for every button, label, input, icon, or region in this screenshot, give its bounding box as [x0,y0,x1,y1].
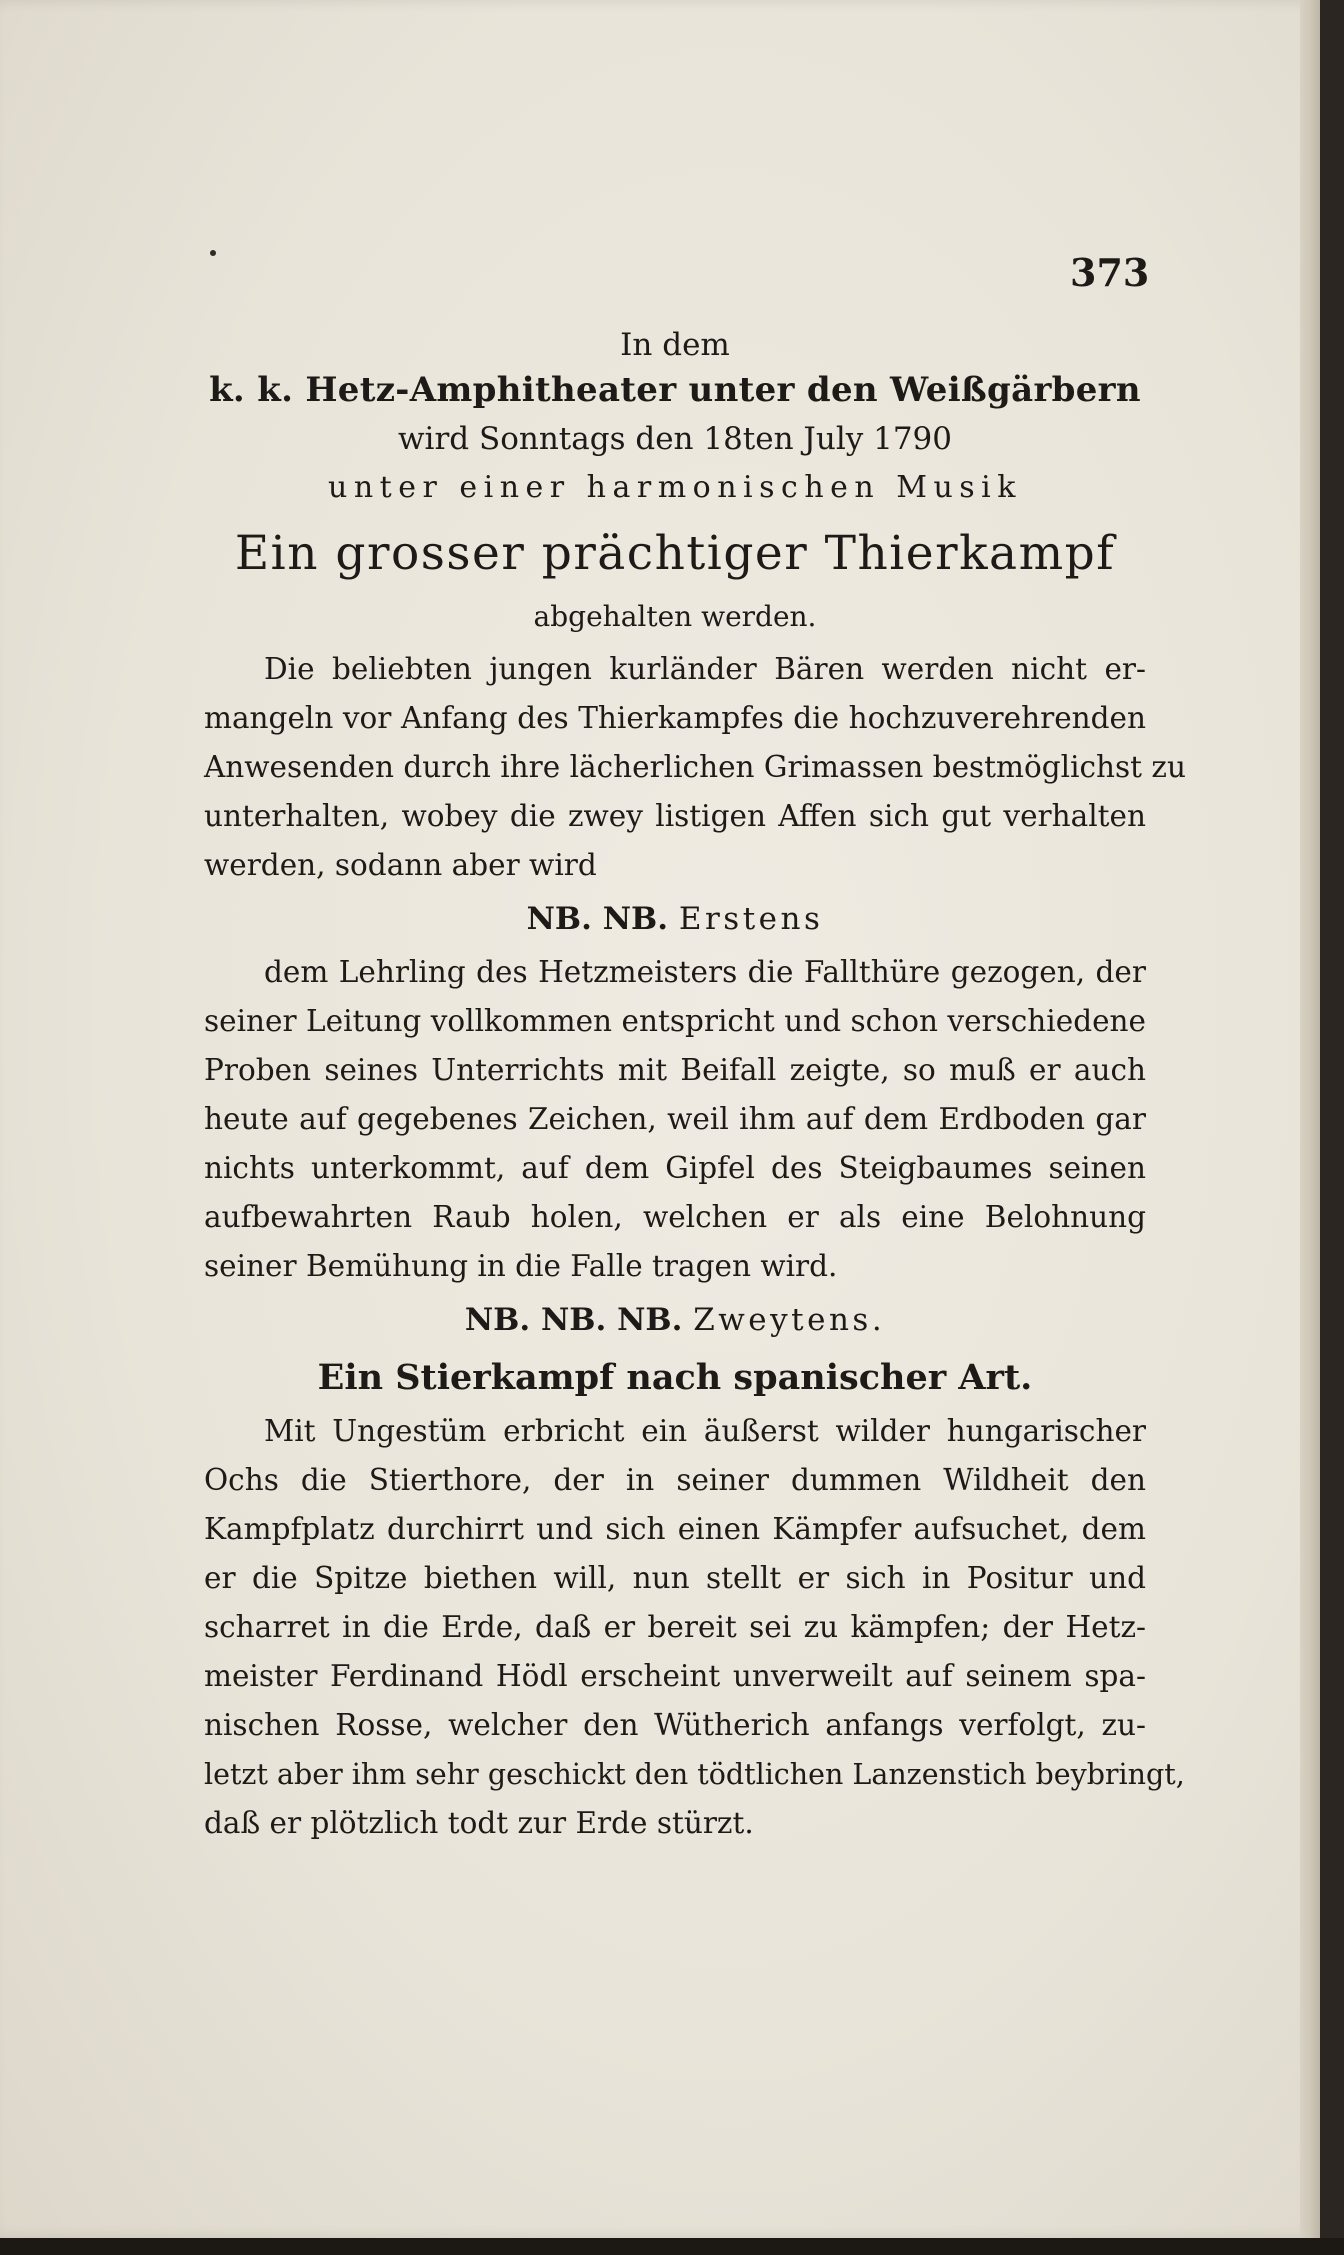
paragraph-line: daß er plötzlich todt zur Erde stürzt. [204,1806,754,1840]
section2-title: Ein Stierkampf nach spanischer Art. [317,1357,1033,1398]
heading-title: Ein grosser prächtiger Thierkampf [234,526,1116,581]
paragraph-line: seiner Leitung vollkommen entspricht und schon verschiedene [204,1004,1146,1038]
paragraph-line: Anwesenden durch ihre lächerlichen Grimassen bestmöglichst zu [204,750,1186,784]
page-content [204,250,1186,1848]
section2-prefix: NB. NB. NB. [464,1302,683,1338]
paragraph-line: Kampfplatz durchirrt und sich einen Kämpfer aufsuchet, dem [204,1512,1146,1546]
paragraph-line: heute auf gegebenes Zeichen, weil ihm auf dem Erdboden gar [204,1102,1146,1136]
paragraph-line: dem Lehrling des Hetzmeisters die Fallthüre gezogen, der [264,955,1146,989]
section2-label: Zweytens. [693,1302,886,1338]
paragraph-line: Proben seines Unterrichts mit Beifall zeigte, so muß er auch [204,1053,1146,1087]
heading-music: unter einer harmonischen Musik [328,470,1022,505]
paragraph-line: scharret in die Erde, daß er bereit sei zu kämpfen; der Hetz- [204,1610,1146,1644]
heading-intro: In dem [620,327,730,363]
paragraph-line: nichts unterkommt, auf dem Gipfel des Steigbaumes seinen [204,1151,1146,1185]
section2-heading [204,1291,1146,1349]
paragraph-line: werden, sodann aber wird [204,848,597,882]
section1-label: Erstens [678,901,824,937]
paragraph-line: Mit Ungestüm erbricht ein äußerst wilder hungarischer [264,1414,1146,1448]
section1-heading [204,890,1146,948]
paragraph-line: nischen Rosse, welcher den Wütherich anfangs verfolgt, zu- [204,1708,1146,1742]
paragraph-bears [204,645,1186,890]
section1-body [204,948,1146,1291]
heading-venue: k. k. Hetz-Amphitheater unter den Weißgärbern [209,370,1141,410]
paragraph-line: meister Ferdinand Hödl erscheint unverweilt auf seinem spa- [204,1659,1146,1693]
section2-body [204,1407,1185,1848]
paragraph-line: unterhalten, wobey die zwey listigen Affen sich gut verhalten [204,799,1146,833]
paragraph-line: Die beliebten jungen kurländer Bären werden nicht er- [264,652,1146,686]
paragraph-line: er die Spitze biethen will, nun stellt er sich in Positur und [204,1561,1146,1595]
heading-date: wird Sonntags den 18ten July 1790 [398,421,952,457]
page-edge [1300,0,1320,2238]
heading-held: abgehalten werden. [533,600,817,633]
section1-prefix: NB. NB. [526,901,669,937]
paragraph-line: letzt aber ihm sehr geschickt den tödtlichen Lanzenstich beybringt, [204,1758,1185,1791]
paragraph-line: Ochs die Stierthore, der in seiner dummen Wildheit den [204,1463,1146,1497]
book-cover-edge [0,2238,1344,2255]
paragraph-line: aufbewahrten Raub holen, welchen er als eine Belohnung [204,1200,1146,1234]
paragraph-line: mangeln vor Anfang des Thierkampfes die hochzuverehrenden [204,701,1146,735]
paragraph-line: seiner Bemühung in die Falle tragen wird. [204,1249,838,1283]
page-number: 373 [1070,250,1150,295]
